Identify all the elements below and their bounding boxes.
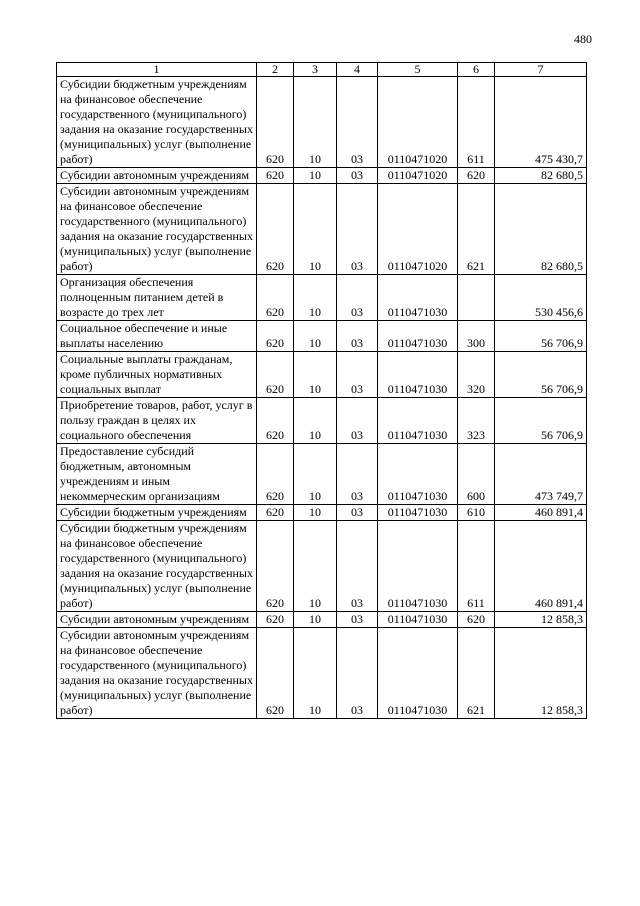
column-header: 5	[378, 63, 458, 77]
amount-cell: 56 706,9	[495, 321, 587, 352]
table-row	[57, 612, 587, 628]
row-name-cell: Социальные выплаты гражданам, кроме публичных нормативных социальных выплат	[57, 352, 257, 398]
target-article-cell: 0110471030	[378, 398, 458, 444]
admin-code-cell: 620	[257, 521, 294, 612]
section-cell: 10	[294, 321, 337, 352]
column-header: 6	[458, 63, 495, 77]
expense-type-cell: 300	[458, 321, 495, 352]
target-article-cell: 0110471030	[378, 612, 458, 628]
admin-code-cell: 620	[257, 628, 294, 719]
amount-cell: 475 430,7	[495, 77, 587, 168]
expense-type-cell: 610	[458, 505, 495, 521]
expense-type-cell: 611	[458, 521, 495, 612]
row-name-cell: Субсидии бюджетным учреждениям на финансовое обеспечение государственного (муниципального) задания на оказание государственных (муниципальных) услуг (выполнение работ)	[57, 77, 257, 168]
admin-code-cell: 620	[257, 184, 294, 275]
amount-cell: 56 706,9	[495, 398, 587, 444]
section-cell: 10	[294, 444, 337, 505]
table-row	[57, 398, 587, 444]
column-header: 4	[337, 63, 378, 77]
subsection-cell: 03	[337, 352, 378, 398]
amount-cell: 56 706,9	[495, 352, 587, 398]
target-article-cell: 0110471030	[378, 352, 458, 398]
row-name-cell: Субсидии автономным учреждениям	[57, 612, 257, 628]
amount-cell: 460 891,4	[495, 521, 587, 612]
admin-code-cell: 620	[257, 275, 294, 321]
amount-cell: 82 680,5	[495, 184, 587, 275]
subsection-cell: 03	[337, 505, 378, 521]
row-name-cell: Субсидии автономным учреждениям на финансовое обеспечение государственного (муниципального) задания на оказание государственных (муниципальных) услуг (выполнение работ)	[57, 184, 257, 275]
table-row	[57, 321, 587, 352]
section-cell: 10	[294, 612, 337, 628]
section-cell: 10	[294, 77, 337, 168]
row-name-cell: Приобретение товаров, работ, услуг в пользу граждан в целях их социального обеспечения	[57, 398, 257, 444]
amount-cell: 530 456,6	[495, 275, 587, 321]
subsection-cell: 03	[337, 275, 378, 321]
row-name-cell: Субсидии автономным учреждениям на финансовое обеспечение государственного (муниципального) задания на оказание государственных (муниципальных) услуг (выполнение работ)	[57, 628, 257, 719]
table-row	[57, 77, 587, 168]
subsection-cell: 03	[337, 398, 378, 444]
amount-cell: 460 891,4	[495, 505, 587, 521]
amount-cell: 12 858,3	[495, 628, 587, 719]
row-name-cell: Социальное обеспечение и иные выплаты населению	[57, 321, 257, 352]
expense-type-cell	[458, 275, 495, 321]
table-row	[57, 521, 587, 612]
section-cell: 10	[294, 168, 337, 184]
target-article-cell: 0110471030	[378, 628, 458, 719]
row-name-cell: Организация обеспечения полноценным питанием детей в возрасте до трех лет	[57, 275, 257, 321]
section-cell: 10	[294, 184, 337, 275]
admin-code-cell: 620	[257, 321, 294, 352]
table-row	[57, 444, 587, 505]
admin-code-cell: 620	[257, 444, 294, 505]
row-name-cell: Предоставление субсидий бюджетным, автономным учреждениям и иным некоммерческим организациям	[57, 444, 257, 505]
subsection-cell: 03	[337, 77, 378, 168]
admin-code-cell: 620	[257, 612, 294, 628]
target-article-cell: 0110471020	[378, 77, 458, 168]
subsection-cell: 03	[337, 444, 378, 505]
column-header: 1	[57, 63, 257, 77]
admin-code-cell: 620	[257, 352, 294, 398]
target-article-cell: 0110471020	[378, 168, 458, 184]
amount-cell: 473 749,7	[495, 444, 587, 505]
row-name-cell: Субсидии автономным учреждениям	[57, 168, 257, 184]
expense-type-cell: 621	[458, 184, 495, 275]
column-header: 2	[257, 63, 294, 77]
table-row	[57, 168, 587, 184]
row-name-cell: Субсидии бюджетным учреждениям на финансовое обеспечение государственного (муниципального) задания на оказание государственных (муниципальных) услуг (выполнение работ)	[57, 521, 257, 612]
expense-type-cell: 600	[458, 444, 495, 505]
section-cell: 10	[294, 275, 337, 321]
target-article-cell: 0110471030	[378, 521, 458, 612]
table-row	[57, 352, 587, 398]
section-cell: 10	[294, 352, 337, 398]
target-article-cell: 0110471030	[378, 321, 458, 352]
subsection-cell: 03	[337, 521, 378, 612]
table-row	[57, 275, 587, 321]
subsection-cell: 03	[337, 168, 378, 184]
budget-table	[56, 62, 587, 719]
admin-code-cell: 620	[257, 77, 294, 168]
subsection-cell: 03	[337, 321, 378, 352]
table-row	[57, 184, 587, 275]
table-row	[57, 628, 587, 719]
row-name-cell: Субсидии бюджетным учреждениям	[57, 505, 257, 521]
expense-type-cell: 323	[458, 398, 495, 444]
admin-code-cell: 620	[257, 168, 294, 184]
column-header: 3	[294, 63, 337, 77]
expense-type-cell: 621	[458, 628, 495, 719]
amount-cell: 82 680,5	[495, 168, 587, 184]
expense-type-cell: 611	[458, 77, 495, 168]
section-cell: 10	[294, 505, 337, 521]
target-article-cell: 0110471030	[378, 505, 458, 521]
admin-code-cell: 620	[257, 505, 294, 521]
section-cell: 10	[294, 521, 337, 612]
expense-type-cell: 620	[458, 612, 495, 628]
target-article-cell: 0110471030	[378, 444, 458, 505]
section-cell: 10	[294, 398, 337, 444]
subsection-cell: 03	[337, 628, 378, 719]
target-article-cell: 0110471030	[378, 275, 458, 321]
admin-code-cell: 620	[257, 398, 294, 444]
subsection-cell: 03	[337, 184, 378, 275]
column-header: 7	[495, 63, 587, 77]
target-article-cell: 0110471020	[378, 184, 458, 275]
section-cell: 10	[294, 628, 337, 719]
subsection-cell: 03	[337, 612, 378, 628]
amount-cell: 12 858,3	[495, 612, 587, 628]
table-header-row	[57, 63, 587, 77]
expense-type-cell: 320	[458, 352, 495, 398]
expense-type-cell: 620	[458, 168, 495, 184]
page-number: 480	[574, 32, 592, 46]
table-row	[57, 505, 587, 521]
